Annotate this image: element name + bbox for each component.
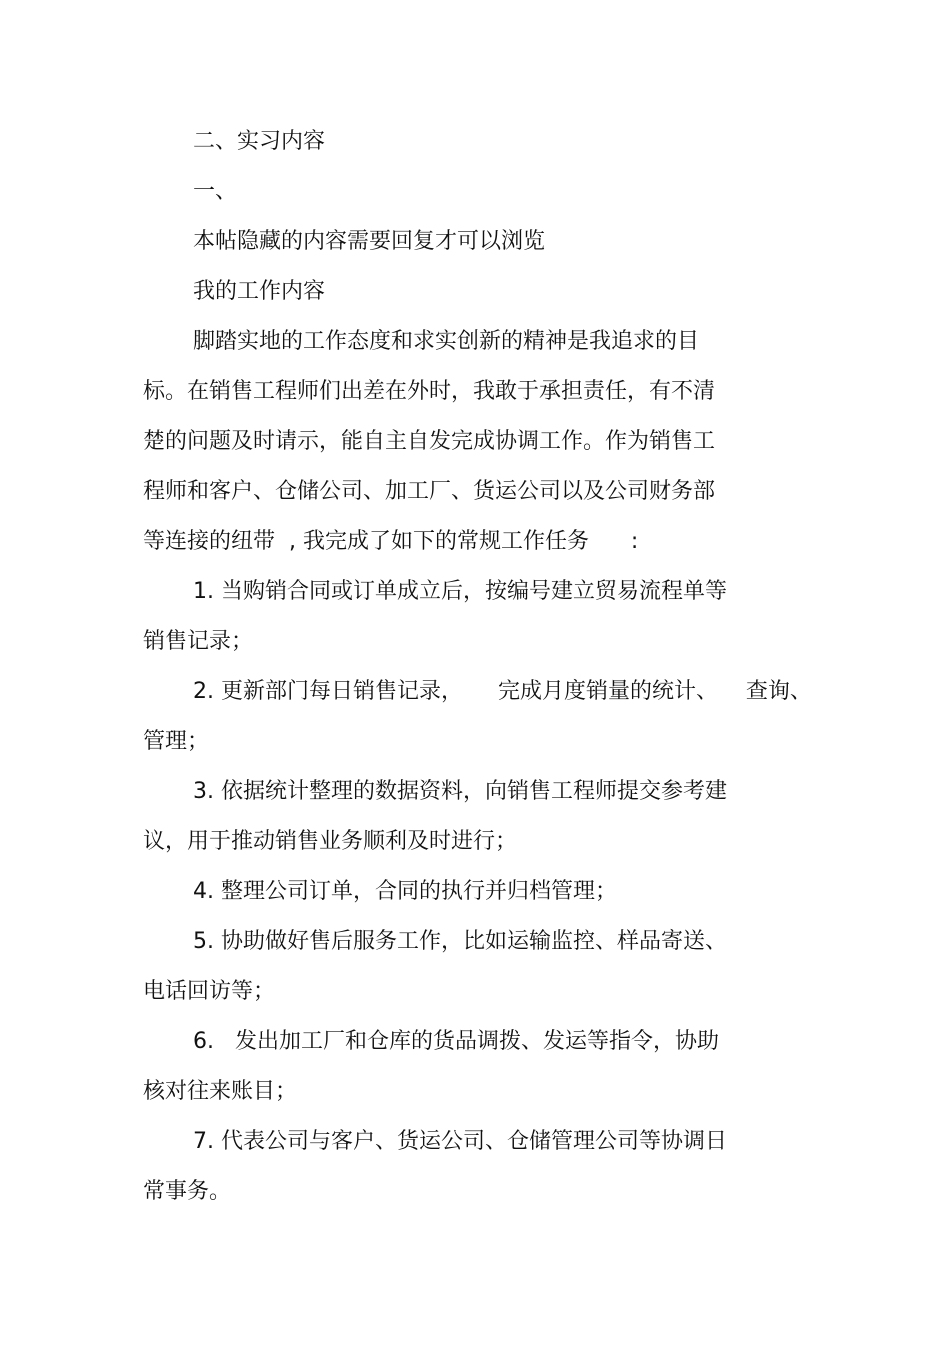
subsection-number: 一、 (193, 179, 238, 204)
hidden-content-notice: 本帖隐藏的内容需要回复才可以浏览 (193, 229, 546, 254)
list-item-7: 7. 代表公司与客户、货运公司、仓储管理公司等协调日 (193, 1129, 727, 1154)
list-item-2: 2. 更新部门每日销售记录， 完成月度销量的统计、 查询、 (193, 679, 812, 704)
list-item-6-continued: 核对往来账目； (143, 1079, 298, 1104)
section-heading: 二、实习内容 (193, 129, 326, 154)
list-item-2-continued: 管理； (143, 729, 210, 754)
list-item-1-continued: 销售记录； (143, 629, 254, 654)
paragraph-line: 等连接的纽带 , 我完成了如下的常规工作任务 : (143, 529, 639, 554)
list-item-5: 5. 协助做好售后服务工作，比如运输监控、样品寄送、 (193, 929, 727, 954)
paragraph-line: 脚踏实地的工作态度和求实创新的精神是我追求的目 (193, 329, 700, 354)
subsection-title: 我的工作内容 (193, 279, 326, 304)
paragraph-line: 楚的问题及时请示，能自主自发完成协调工作。作为销售工 (143, 429, 716, 454)
list-item-4: 4. 整理公司订单，合同的执行并归档管理； (193, 879, 617, 904)
list-item-3: 3. 依据统计整理的数据资料，向销售工程师提交参考建 (193, 779, 727, 804)
paragraph-line: 标。在销售工程师们出差在外时，我敢于承担责任，有不清 (143, 379, 716, 404)
list-item-6: 6. 发出加工厂和仓库的货品调拨、发运等指令，协助 (193, 1029, 719, 1054)
list-item-3-continued: 议，用于推动销售业务顺利及时进行； (143, 829, 518, 854)
list-item-7-continued: 常事务。 (143, 1179, 232, 1204)
list-item-5-continued: 电话回访等； (143, 979, 276, 1004)
paragraph-line: 程师和客户、仓储公司、加工厂、货运公司以及公司财务部 (143, 479, 716, 504)
list-item-1: 1. 当购销合同或订单成立后，按编号建立贸易流程单等 (193, 579, 727, 604)
